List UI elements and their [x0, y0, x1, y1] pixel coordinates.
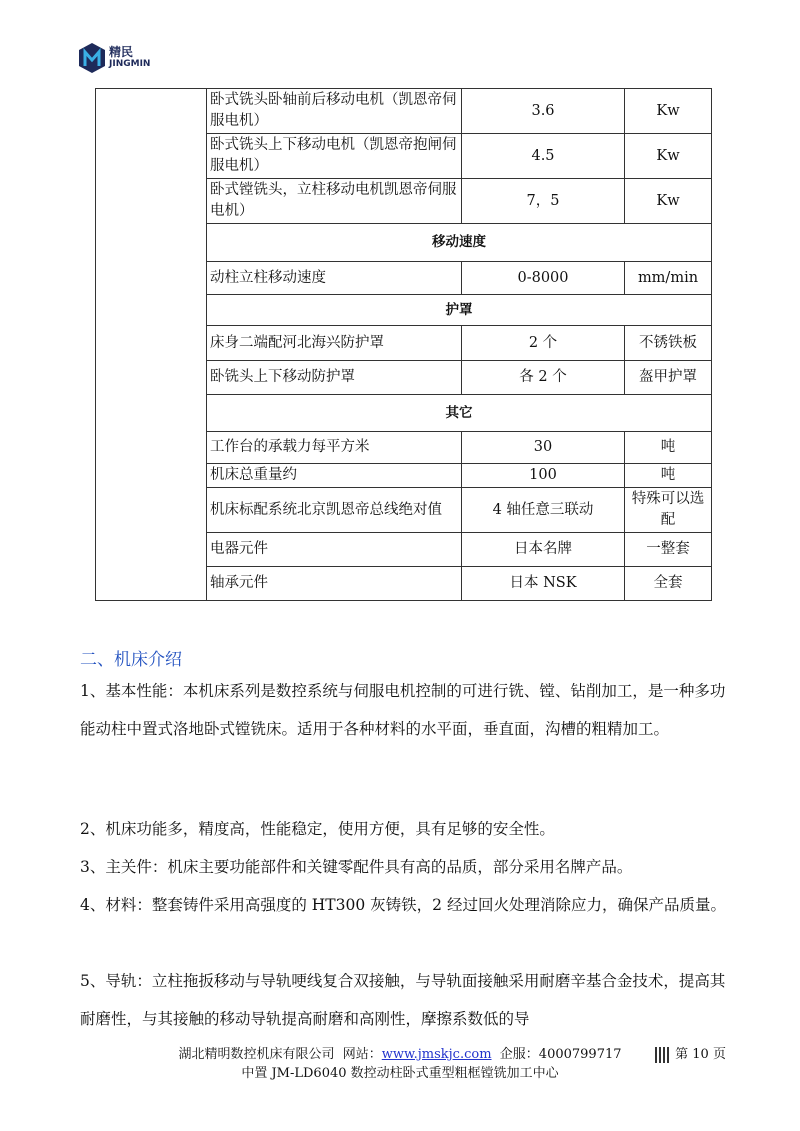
item-value-cell: 4.5 [462, 134, 625, 179]
item-unit-cell: 吨 [625, 432, 712, 464]
footer-service: 企服：4000799717 [499, 1047, 622, 1062]
item-name-cell: 电器元件 [207, 533, 462, 567]
blank-category-cell [96, 89, 207, 601]
item-name-cell: 机床标配系统北京凯恩帝总线绝对值 [207, 488, 462, 533]
item-value-cell: 30 [462, 432, 625, 464]
spec-table [95, 88, 712, 601]
section-title: 二、机床介绍 [80, 650, 182, 670]
item-unit-cell: 一整套 [625, 533, 712, 567]
footer-site-label: 网站： [342, 1047, 382, 1062]
item-value-cell: 2 个 [462, 326, 625, 361]
page-number: 第 10 页 [675, 1047, 726, 1062]
item-value-cell: 日本 NSK [462, 567, 625, 601]
item-unit-cell: Kw [625, 89, 712, 134]
item-unit-cell: 吨 [625, 464, 712, 488]
item-value-cell: 3.6 [462, 89, 625, 134]
item-value-cell: 4 轴任意三联动 [462, 488, 625, 533]
jingmin-logo-icon [78, 42, 106, 74]
logo-en: JINGMIN [109, 59, 151, 69]
section-header-cell: 护罩 [207, 295, 712, 326]
paragraph-3: 3、主关件：机床主要功能部件和关键零配件具有高的品质，部分采用名牌产品。 [80, 858, 633, 876]
logo-cn: 精民 [109, 45, 134, 59]
item-name-cell: 机床总重量约 [207, 464, 462, 488]
item-name-cell: 动柱立柱移动速度 [207, 262, 462, 295]
item-name-cell: 卧式铣头上下移动电机（凯恩帝抱闸伺服电机） [207, 134, 462, 179]
item-value-cell: 各 2 个 [462, 361, 625, 395]
item-name-cell: 卧铣头上下移动防护罩 [207, 361, 462, 395]
item-unit-cell: Kw [625, 179, 712, 224]
paragraph-1: 1、基本性能：本机床系列是数控系统与伺服电机控制的可进行铣、镗、钻削加工，是一种多功能动柱中置式洛地卧式镗铣床。适用于各种材料的水平面，垂直面，沟槽的粗精加工。 [80, 682, 726, 738]
item-unit-cell: 全套 [625, 567, 712, 601]
item-name-cell: 卧式铣头卧轴前后移动电机（凯恩帝伺服电机） [207, 89, 462, 134]
item-unit-cell: 盔甲护罩 [625, 361, 712, 395]
section-header-cell: 移动速度 [207, 224, 712, 262]
footer-company: 湖北精明数控机床有限公司 [178, 1047, 335, 1062]
item-unit-cell: Kw [625, 134, 712, 179]
paragraph-4: 4、材料：整套铸件采用高强度的 HT300 灰铸铁，2 经过回火处理消除应力，确保产品质量。 [80, 896, 726, 914]
item-name-cell: 床身二端配河北海兴防护罩 [207, 326, 462, 361]
item-unit-cell: mm/min [625, 262, 712, 295]
footer-website-link[interactable]: www.jmskjc.com [381, 1047, 492, 1062]
item-unit-cell: 不锈铁板 [625, 326, 712, 361]
logo [78, 42, 150, 74]
item-unit-cell: 特殊可以选配 [625, 488, 712, 533]
item-value-cell: 100 [462, 464, 625, 488]
item-value-cell: 日本名牌 [462, 533, 625, 567]
qr-code-icon [655, 1047, 671, 1063]
footer-subtitle: 中置 JM-LD6040 数控动柱卧式重型粗框镗铣加工中心 [241, 1066, 559, 1081]
item-value-cell: 7，5 [462, 179, 625, 224]
item-name-cell: 轴承元件 [207, 567, 462, 601]
footer-line-1 [0, 1045, 800, 1064]
item-value-cell: 0-8000 [462, 262, 625, 295]
item-name-cell: 卧式镗铣头，立柱移动电机凯恩帝伺服电机） [207, 179, 462, 224]
table-row [96, 89, 712, 134]
paragraph-2: 2、机床功能多，精度高，性能稳定，使用方便，具有足够的安全性。 [80, 820, 555, 838]
section-header-cell: 其它 [207, 395, 712, 432]
paragraph-5: 5、导轨：立柱拖扳移动与导轨哽线复合双接触，与导轨面接触采用耐磨辛基合金技术，提高其耐磨性，与其接触的移动导轨提高耐磨和高刚性，摩擦系数低的导 [80, 972, 726, 1028]
item-name-cell: 工作台的承载力每平方米 [207, 432, 462, 464]
